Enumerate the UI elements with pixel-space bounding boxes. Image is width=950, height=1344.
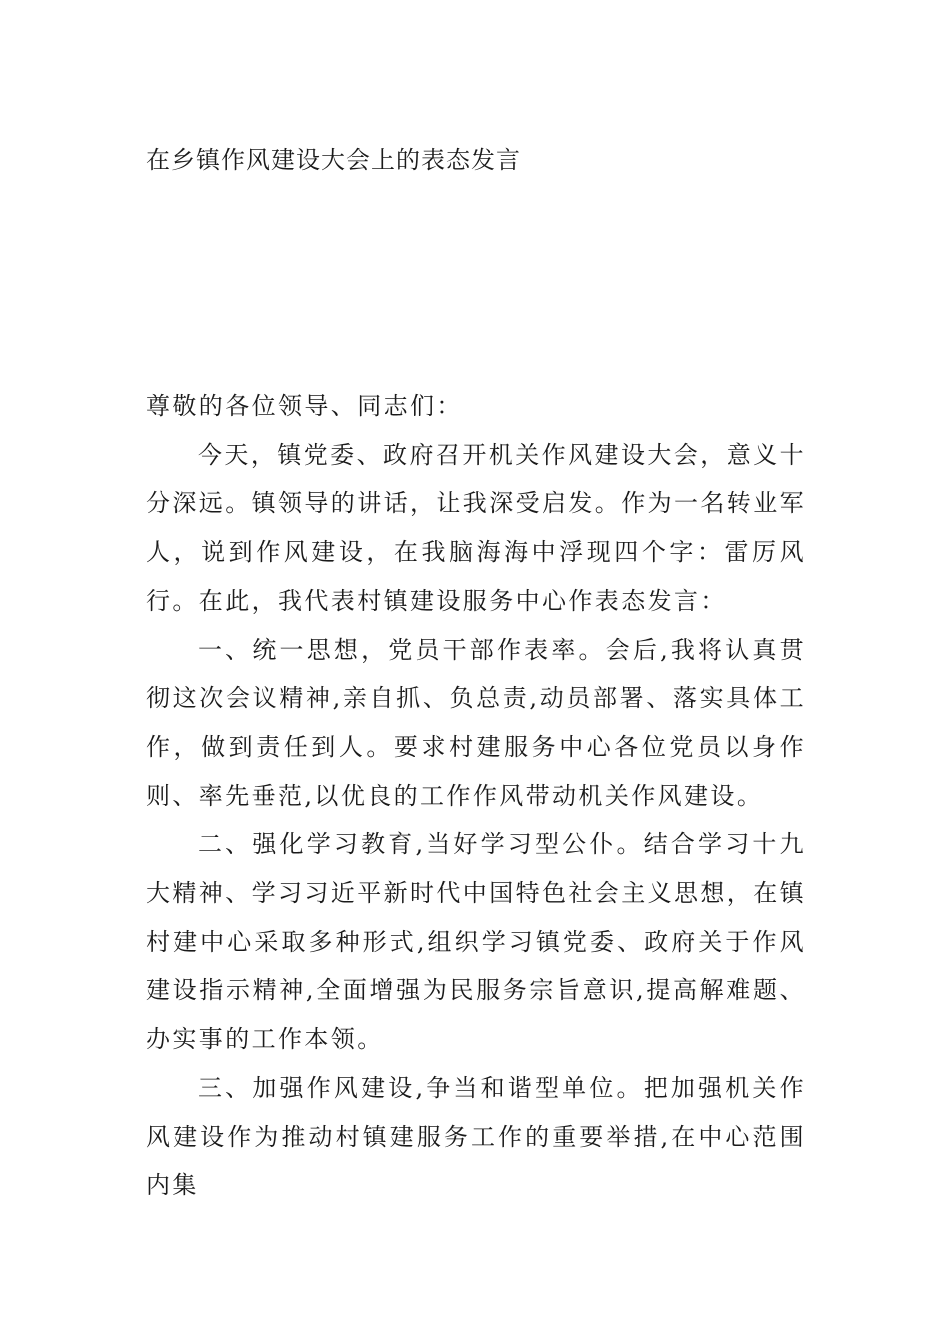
paragraph-opening: 今天，镇党委、政府召开机关作风建设大会，意义十分深远。镇领导的讲话，让我深受启发。作为一名转业军人，说到作风建设，在我脑海海中浮现四个字：雷厉风行。在此，我代表村镇建设服务中心作表态发言： [146, 440, 806, 615]
paragraph-point-two: 二、强化学习教育,当好学习型公仆。结合学习十九大精神、学习习近平新时代中国特色社会主义思想，在镇村建中心采取多种形式,组织学习镇党委、政府关于作风建设指示精神,全面增强为民服务宗旨意识,提高解难题、办实事的工作本领。 [146, 830, 806, 1054]
paragraph-point-three: 三、加强作风建设,争当和谐型单位。把加强机关作风建设作为推动村镇建服务工作的重要举措,在中心范围内集 [146, 1073, 806, 1200]
paragraph-point-one: 一、统一思想，党员干部作表率。会后,我将认真贯彻这次会议精神,亲自抓、负总责,动员部署、落实具体工作，做到责任到人。要求村建服务中心各位党员以身作则、率先垂范,以优良的工作作风带动机关作风建设。 [146, 635, 806, 810]
document-title: 在乡镇作风建设大会上的表态发言 [146, 146, 521, 174]
document-body [146, 382, 806, 1210]
greeting: 尊敬的各位领导、同志们： [146, 392, 463, 420]
